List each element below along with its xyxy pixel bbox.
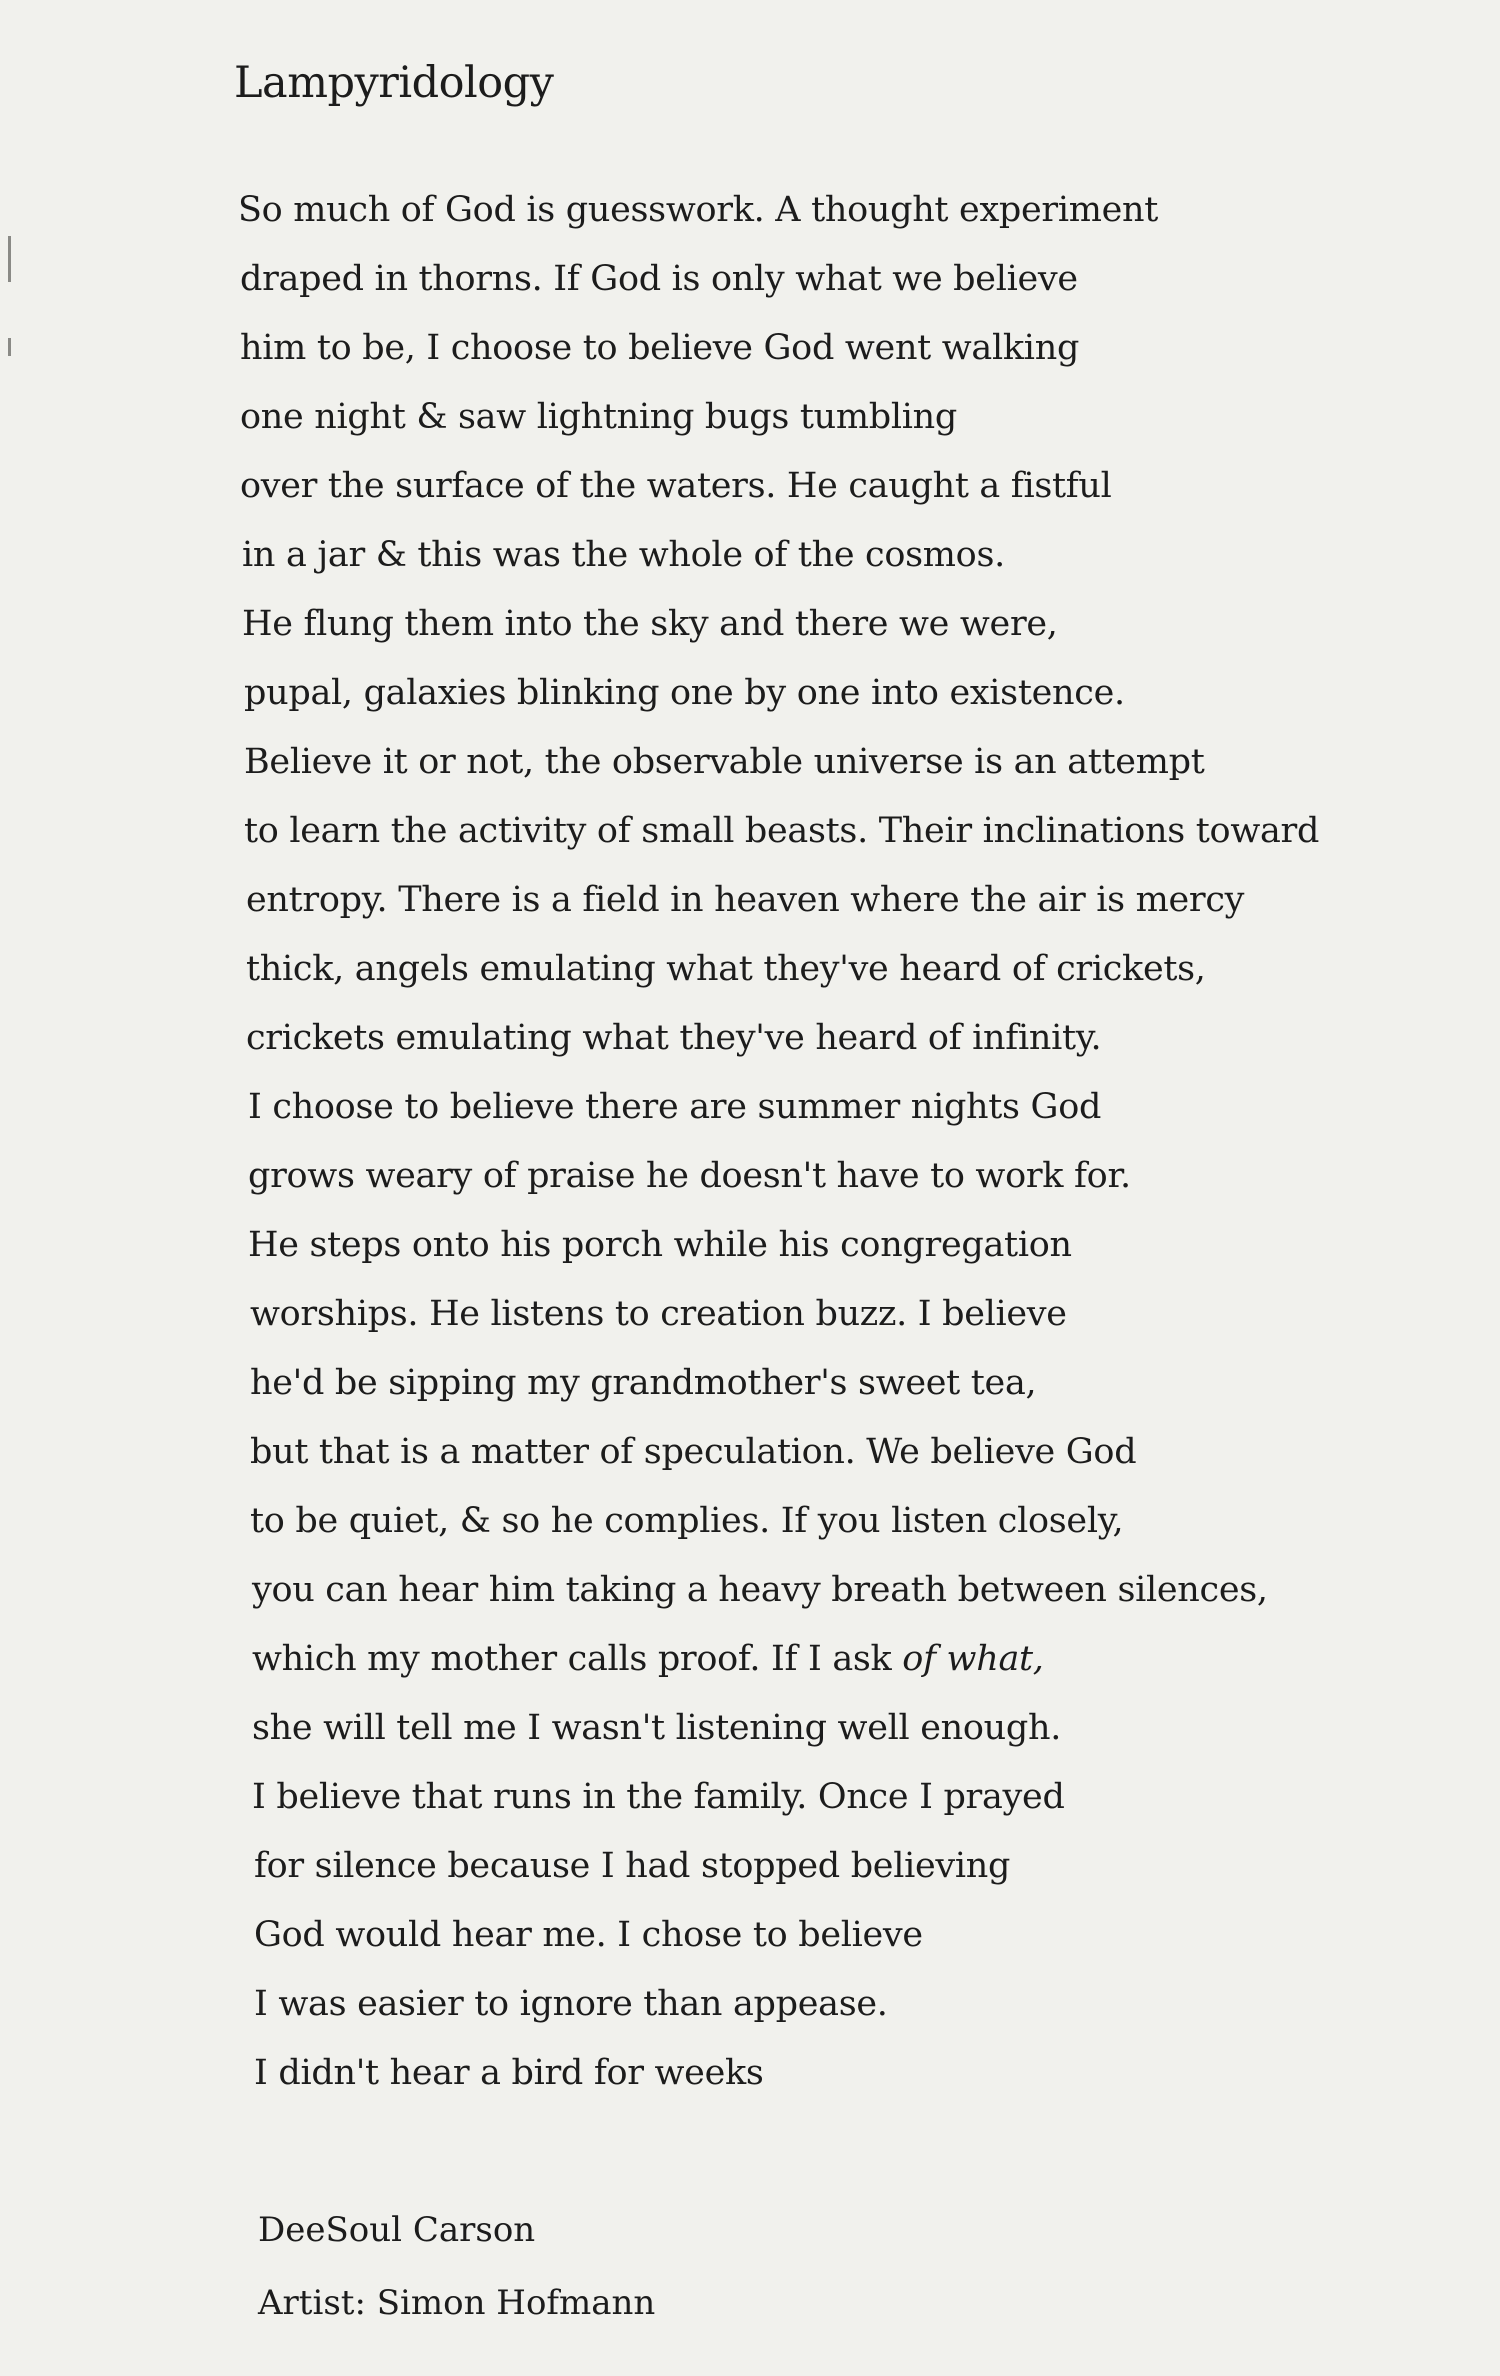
poem-line-9: Believe it or not, the observable universe is an attempt [244, 742, 1205, 782]
poem-line-21: you can hear him taking a heavy breath between silences, [252, 1570, 1268, 1610]
poem-line-2: draped in thorns. If God is only what we believe [240, 259, 1078, 299]
poem-line-5: over the surface of the waters. He caught a fistful [240, 466, 1112, 506]
poem-line-11: entropy. There is a field in heaven where the air is mercy [246, 880, 1245, 920]
poem-line-20: to be quiet, & so he complies. If you listen closely, [250, 1501, 1124, 1541]
poem-line-6: in a jar & this was the whole of the cosmos. [242, 535, 1005, 575]
poem-line-23: she will tell me I wasn't listening well enough. [252, 1708, 1062, 1748]
credits [258, 2194, 1158, 2340]
poem-line-22-text: which my mother calls proof. If I ask [252, 1639, 892, 1679]
poem-line-16: He steps onto his porch while his congregation [248, 1225, 1072, 1265]
paper-edge-mark [8, 338, 11, 356]
paper-edge-mark [8, 236, 11, 282]
poem-line-1: So much of God is guesswork. A thought experiment [238, 190, 1159, 230]
poem-line-26: God would hear me. I chose to believe [254, 1915, 923, 1955]
poem-line-12: thick, angels emulating what they've heard of crickets, [246, 949, 1206, 989]
poem-line-13: crickets emulating what they've heard of infinity. [246, 1018, 1102, 1058]
artist-credit: Artist: Simon Hofmann [258, 2283, 656, 2323]
poem-line-25: for silence because I had stopped believing [254, 1846, 1011, 1886]
poem-line-8: pupal, galaxies blinking one by one into existence. [244, 673, 1125, 713]
poem-title: Lampyridology [234, 58, 554, 108]
poem-line-14: I choose to believe there are summer nights God [248, 1087, 1102, 1127]
poem-line-19: but that is a matter of speculation. We believe God [250, 1432, 1137, 1472]
poem-line-10: to learn the activity of small beasts. Their inclinations toward [244, 811, 1320, 851]
poem-line-18: he'd be sipping my grandmother's sweet tea, [250, 1363, 1037, 1403]
poem-line-28: I didn't hear a bird for weeks [254, 2053, 764, 2093]
poem-line-24: I believe that runs in the family. Once I prayed [252, 1777, 1065, 1817]
poem-line-27: I was easier to ignore than appease. [254, 1984, 888, 2024]
poem-line-15: grows weary of praise he doesn't have to work for. [248, 1156, 1131, 1196]
author-name: DeeSoul Carson [258, 2210, 536, 2250]
poem-body [240, 176, 1420, 2108]
italic-phrase: of what, [902, 1639, 1044, 1679]
poem-line-17: worships. He listens to creation buzz. I believe [250, 1294, 1067, 1334]
poem-line-4: one night & saw lightning bugs tumbling [240, 397, 957, 437]
poem-line-22 [252, 1625, 1420, 1694]
poem-line-7: He flung them into the sky and there we were, [242, 604, 1058, 644]
poem-line-3: him to be, I choose to believe God went walking [240, 328, 1080, 368]
